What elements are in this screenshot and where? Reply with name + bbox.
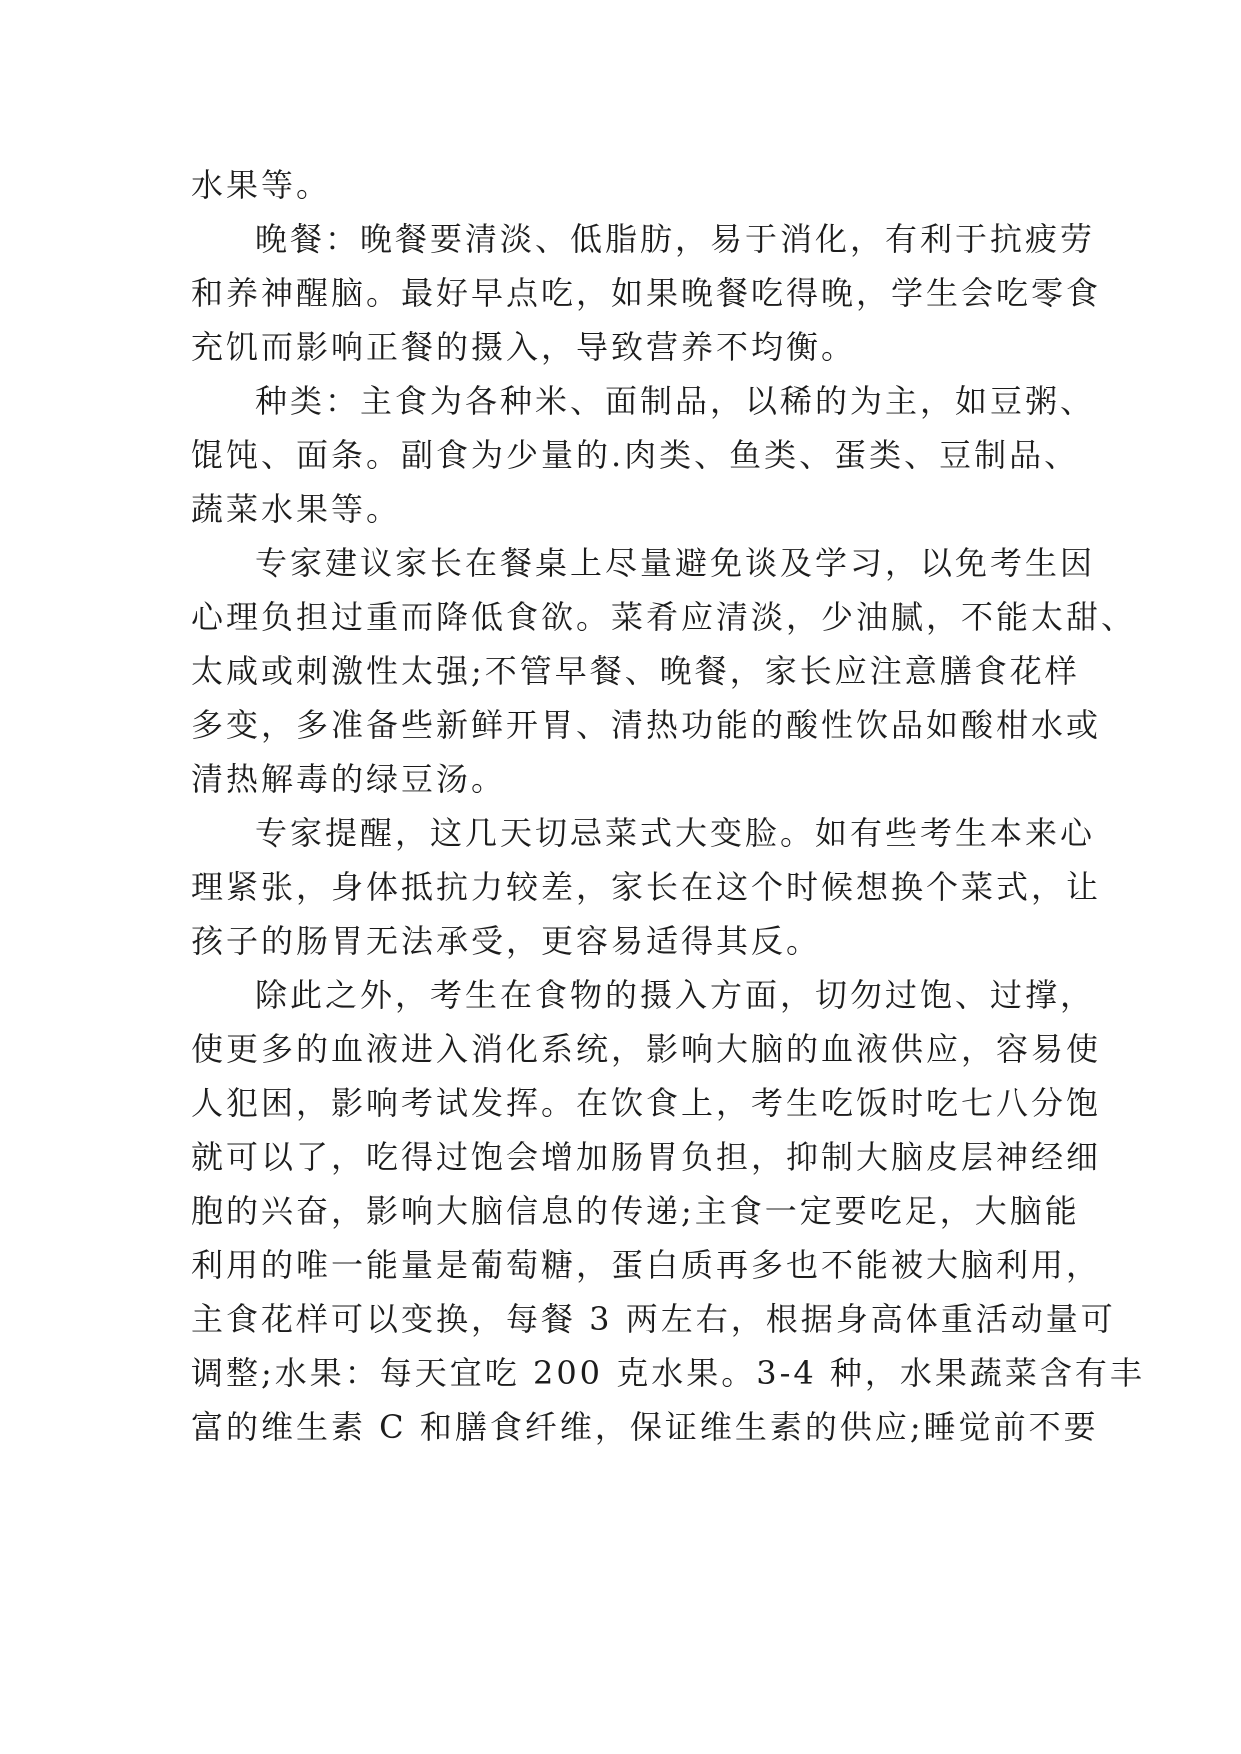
text-line: 主食花样可以变换，每餐 3 两左右，根据身高体重活动量可 [191,1300,1116,1338]
paragraph-types [191,374,1096,536]
text-line: 种类：主食为各种米、面制品，以稀的为主，如豆粥、 [255,382,1096,420]
text-line: 和养神醒脑。最好早点吃，如果晚餐吃得晚，学生会吃零食 [191,274,1102,312]
text-line: 胞的兴奋，影响大脑信息的传递;主食一定要吃足，大脑能 [191,1192,1080,1230]
paragraph-continuation [191,158,1071,212]
text-line: 利用的唯一能量是葡萄糖，蛋白质再多也不能被大脑利用， [191,1246,1102,1284]
text-line: 使更多的血液进入消化系统，影响大脑的血液供应，容易使 [191,1030,1102,1068]
text-line: 人犯困，影响考试发挥。在饮食上，考生吃饭时吃七八分饱 [191,1084,1102,1122]
text-line: 就可以了，吃得过饱会增加肠胃负担，抑制大脑皮层神经细 [191,1138,1102,1176]
text-line: 专家建议家长在餐桌上尽量避免谈及学习，以免考生因 [255,544,1096,582]
text-line: 理紧张，身体抵抗力较差，家长在这个时候想换个菜式，让 [191,868,1102,906]
text-line: 富的维生素 C 和膳食纤维，保证维生素的供应;睡觉前不要 [191,1408,1099,1446]
paragraph-dinner [191,212,1102,374]
text-line: 太咸或刺激性太强;不管早餐、晚餐，家长应注意膳食花样 [191,652,1080,690]
paragraph-expert-advice [191,536,1137,806]
text-line: 孩子的肠胃无法承受，更容易适得其反。 [191,922,822,960]
text-line: 清热解毒的绿豆汤。 [191,760,507,798]
text-line: 馄饨、面条。副食为少量的.肉类、鱼类、蛋类、豆制品、 [191,436,1080,474]
text-line: 充饥而影响正餐的摄入，导致营养不均衡。 [191,328,857,366]
paragraph-expert-reminder [191,806,1102,968]
text-line: 专家提醒，这几天切忌菜式大变脸。如有些考生本来心 [255,814,1096,852]
text-line: 多变，多准备些新鲜开胃、清热功能的酸性饮品如酸柑水或 [191,706,1102,744]
text-line: 除此之外，考生在食物的摄入方面，切勿过饱、过撑， [255,976,1096,1014]
text-line: 心理负担过重而降低食欲。菜肴应清淡，少油腻，不能太甜、 [191,598,1137,636]
text-line: 水果等。 [191,166,332,204]
text-line: 蔬菜水果等。 [191,490,402,528]
text-line: 调整;水果：每天宜吃 200 克水果。3-4 种，水果蔬菜含有丰 [191,1354,1145,1392]
paragraph-additional [191,968,1145,1454]
body-text [191,158,1145,1454]
text-line: 晚餐：晚餐要清淡、低脂肪，易于消化，有利于抗疲劳 [255,220,1096,258]
